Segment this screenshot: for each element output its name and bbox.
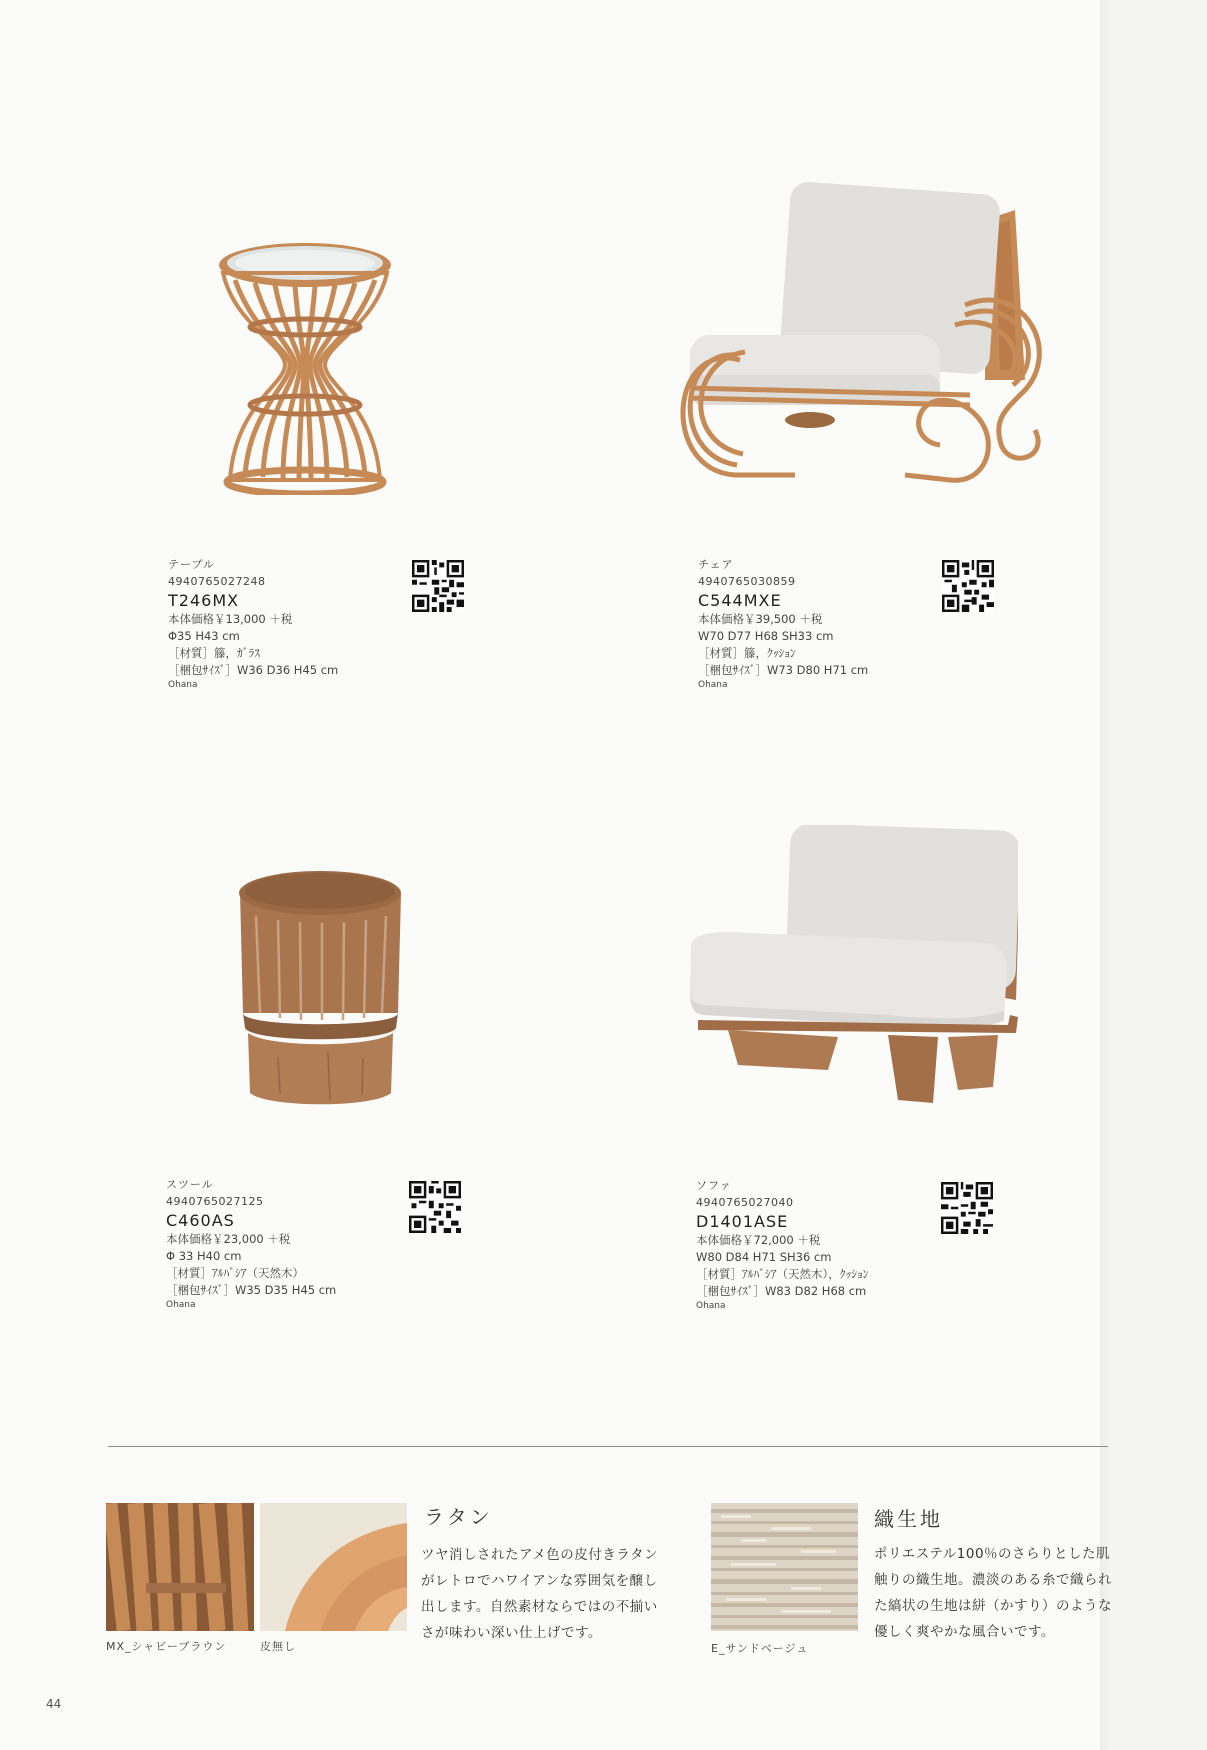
product-category: チェア — [698, 558, 734, 571]
product-brand: Ohana — [696, 1301, 726, 1311]
rattan-swatch-shabby-brown — [106, 1503, 254, 1631]
product-material: ［材質］籐，ｶﾞﾗｽ — [168, 646, 260, 660]
product-package-size: ［梱包ｻｲｽﾞ］W36 D36 H45 cm — [168, 663, 339, 677]
product-material: ［材質］ｱﾙﾊﾞｼｱ（天然木） — [166, 1266, 304, 1280]
product-model: C544MXE — [698, 591, 782, 610]
swatch-caption: MX_シャビーブラウン — [106, 1640, 227, 1653]
qr-code-icon[interactable] — [942, 560, 994, 612]
material-description-fabric: ポリエステル100％のさらりとした肌触りの織生地。濃淡のある糸で織られた縞状の生地は絣（かすり）のような優しく爽やかな風合いです。 — [874, 1546, 1112, 1640]
product-category: テーブル — [168, 558, 216, 571]
product-price: 本体価格￥23,000 ＋税 — [166, 1232, 291, 1246]
section-divider — [108, 1446, 1108, 1447]
product-jan-code: 4940765027248 — [168, 575, 266, 588]
product-size: W80 D84 H71 SH36 cm — [696, 1250, 832, 1264]
wooden-sofa-image — [688, 825, 1018, 1105]
product-jan-code: 4940765027040 — [696, 1196, 794, 1209]
product-model: T246MX — [168, 591, 240, 610]
product-model: C460AS — [166, 1211, 235, 1230]
swatch-caption: 皮無し — [260, 1640, 296, 1653]
product-material: ［材質］ｱﾙﾊﾞｼｱ（天然木），ｸｯｼｮﾝ — [696, 1267, 869, 1281]
qr-code-icon[interactable] — [941, 1182, 993, 1234]
product-jan-code: 4940765030859 — [698, 575, 796, 588]
product-price: 本体価格￥39,500 ＋税 — [698, 612, 823, 626]
product-info-stool — [166, 1176, 336, 1312]
product-brand: Ohana — [166, 1300, 196, 1310]
qr-code-icon[interactable] — [412, 560, 464, 612]
page-fold-shadow — [1100, 0, 1112, 1750]
rattan-chair-image — [665, 180, 1045, 490]
fabric-swatch-sand-beige — [711, 1503, 858, 1631]
product-size: W70 D77 H68 SH33 cm — [698, 629, 834, 643]
product-category: ソファ — [696, 1179, 732, 1192]
product-model: D1401ASE — [696, 1212, 789, 1231]
page-number: 44 — [46, 1697, 62, 1711]
product-package-size: ［梱包ｻｲｽﾞ］W73 D80 H71 cm — [698, 663, 869, 677]
product-size: Φ 33 H40 cm — [166, 1249, 242, 1263]
product-jan-code: 4940765027125 — [166, 1195, 264, 1208]
product-category: スツール — [166, 1178, 214, 1191]
material-description-rattan: ツヤ消しされたアメ色の皮付きラタンがレトロでハワイアンな雰囲気を醸し出します。自然素材ならではの不揃いさが味わい深い仕上げです。 — [421, 1547, 659, 1641]
material-title-rattan: ラタン — [424, 1505, 493, 1529]
product-size: Φ35 H43 cm — [168, 629, 240, 643]
swatch-caption: E_サンドベージュ — [711, 1642, 809, 1655]
product-price: 本体価格￥72,000 ＋税 — [696, 1233, 821, 1247]
qr-code-icon[interactable] — [409, 1181, 461, 1233]
product-brand: Ohana — [698, 680, 728, 690]
rattan-table-image — [215, 235, 395, 495]
wooden-stool-image — [238, 868, 403, 1108]
product-package-size: ［梱包ｻｲｽﾞ］W35 D35 H45 cm — [166, 1283, 337, 1297]
product-material: ［材質］籐，ｸｯｼｮﾝ — [698, 646, 796, 660]
product-price: 本体価格￥13,000 ＋税 — [168, 612, 293, 626]
product-info-table — [168, 556, 338, 692]
product-brand: Ohana — [168, 680, 198, 690]
product-info-chair — [698, 556, 868, 692]
product-package-size: ［梱包ｻｲｽﾞ］W83 D82 H68 cm — [696, 1284, 867, 1298]
rattan-swatch-skinless — [260, 1503, 407, 1631]
page-edge — [1107, 0, 1207, 1750]
material-title-fabric: 織生地 — [874, 1507, 943, 1531]
product-info-sofa — [696, 1177, 869, 1313]
